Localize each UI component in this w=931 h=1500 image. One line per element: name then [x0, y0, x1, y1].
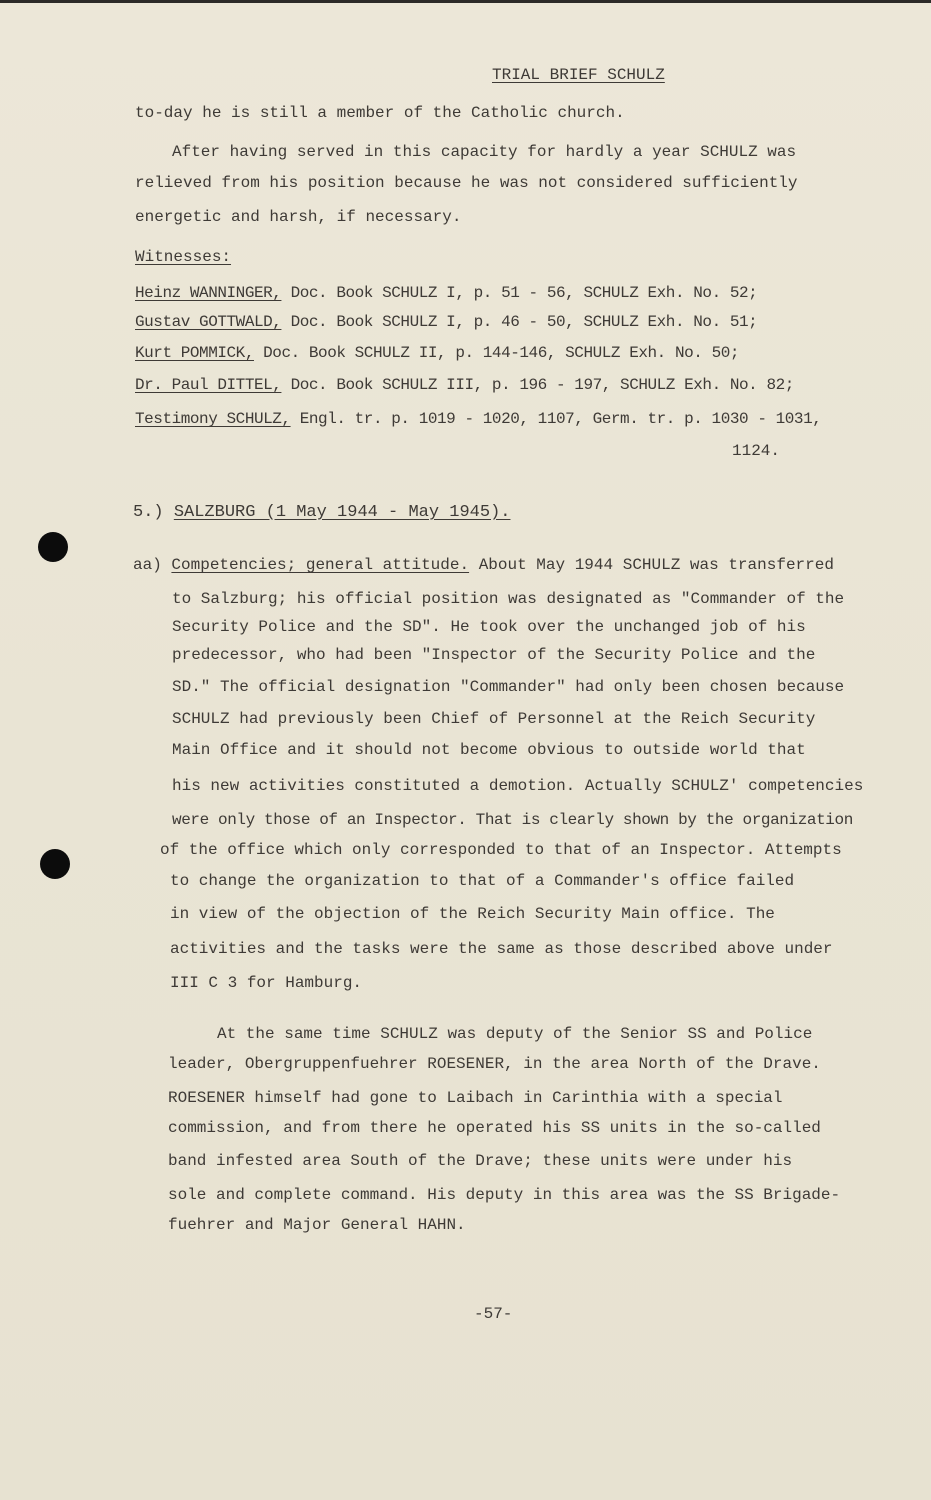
- witnesses-heading: Witnesses:: [135, 248, 232, 266]
- witness-name: Heinz WANNINGER,: [135, 284, 282, 302]
- para2-line: ROESENER himself had gone to Laibach in Carinthia with a special: [168, 1089, 783, 1107]
- para2-line: At the same time SCHULZ was deputy of the Senior SS and Police: [217, 1025, 813, 1043]
- para2-line: commission, and from there he operated his SS units in the so-called: [168, 1119, 821, 1137]
- witness-ref: Doc. Book SCHULZ I, p. 46 - 50, SCHULZ Exh. No. 51;: [290, 313, 758, 331]
- aa-line: predecessor, who had been "Inspector of the Security Police and the: [172, 646, 816, 664]
- witness-entry: [135, 343, 739, 363]
- para2-line: leader, Obergruppenfuehrer ROESENER, in the area North of the Drave.: [168, 1055, 821, 1073]
- aa-line: in view of the objection of the Reich Security Main office. The: [170, 905, 775, 923]
- aa-line: SCHULZ had previously been Chief of Personnel at the Reich Security: [172, 710, 816, 728]
- witness-name: Dr. Paul DITTEL,: [135, 376, 282, 394]
- para1-line: After having served in this capacity for hardly a year SCHULZ was: [172, 143, 797, 161]
- page-number: -57-: [474, 1305, 513, 1323]
- witness-continuation: 1124.: [732, 442, 781, 460]
- aa-label: aa): [133, 556, 162, 574]
- aa-line: aa) Competencies; general attitude. About May 1944 SCHULZ was transferred: [133, 556, 834, 574]
- document-header: TRIAL BRIEF SCHULZ: [492, 66, 665, 84]
- aa-line: Main Office and it should not become obvious to outside world that: [172, 741, 806, 759]
- aa-line: III C 3 for Hamburg.: [170, 974, 363, 992]
- intro-line: to-day he is still a member of the Catholic church.: [135, 104, 625, 122]
- punch-hole: [38, 532, 68, 562]
- aa-line: were only those of an Inspector. That is clearly shown by the organization: [172, 811, 853, 829]
- witness-name: Gustav GOTTWALD,: [135, 313, 282, 331]
- witness-name: Kurt POMMICK,: [135, 344, 254, 362]
- para1-line: energetic and harsh, if necessary.: [135, 208, 462, 226]
- para2-line: band infested area South of the Drave; these units were under his: [168, 1152, 793, 1170]
- aa-line: to change the organization to that of a Commander's office failed: [170, 872, 795, 890]
- aa-line: his new activities constituted a demotion. Actually SCHULZ' competencies: [172, 777, 864, 795]
- punch-hole: [40, 849, 70, 879]
- aa-line: SD." The official designation "Commander" had only been chosen because: [172, 678, 845, 696]
- witness-entry: [135, 409, 821, 429]
- witness-entry: [135, 375, 794, 395]
- section-heading: [133, 503, 510, 523]
- witness-ref: Doc. Book SCHULZ III, p. 196 - 197, SCHULZ Exh. No. 82;: [290, 376, 794, 394]
- witness-name: Testimony SCHULZ,: [135, 410, 291, 428]
- section-number: 5.): [133, 503, 164, 522]
- witness-ref: Doc. Book SCHULZ II, p. 144-146, SCHULZ Exh. No. 50;: [263, 344, 740, 362]
- witness-ref: Doc. Book SCHULZ I, p. 51 - 56, SCHULZ Exh. No. 52;: [290, 284, 758, 302]
- aa-line: Security Police and the SD". He took over the unchanged job of his: [172, 618, 806, 636]
- para2-line: fuehrer and Major General HAHN.: [168, 1216, 466, 1234]
- aa-heading: Competencies; general attitude.: [171, 556, 470, 574]
- aa-line: to Salzburg; his official position was designated as "Commander of the: [172, 590, 845, 608]
- para1-line: relieved from his position because he was not considered sufficiently: [135, 174, 798, 192]
- witness-ref: Engl. tr. p. 1019 - 1020, 1107, Germ. tr. p. 1030 - 1031,: [299, 410, 822, 428]
- aa-line: activities and the tasks were the same as those described above under: [170, 940, 833, 958]
- witness-entry: [135, 283, 757, 303]
- aa-line: of the office which only corresponded to that of an Inspector. Attempts: [160, 841, 842, 859]
- witness-entry: [135, 312, 757, 332]
- para2-line: sole and complete command. His deputy in this area was the SS Brigade-: [168, 1186, 841, 1204]
- section-title: SALZBURG (1 May 1944 - May 1945).: [173, 503, 511, 522]
